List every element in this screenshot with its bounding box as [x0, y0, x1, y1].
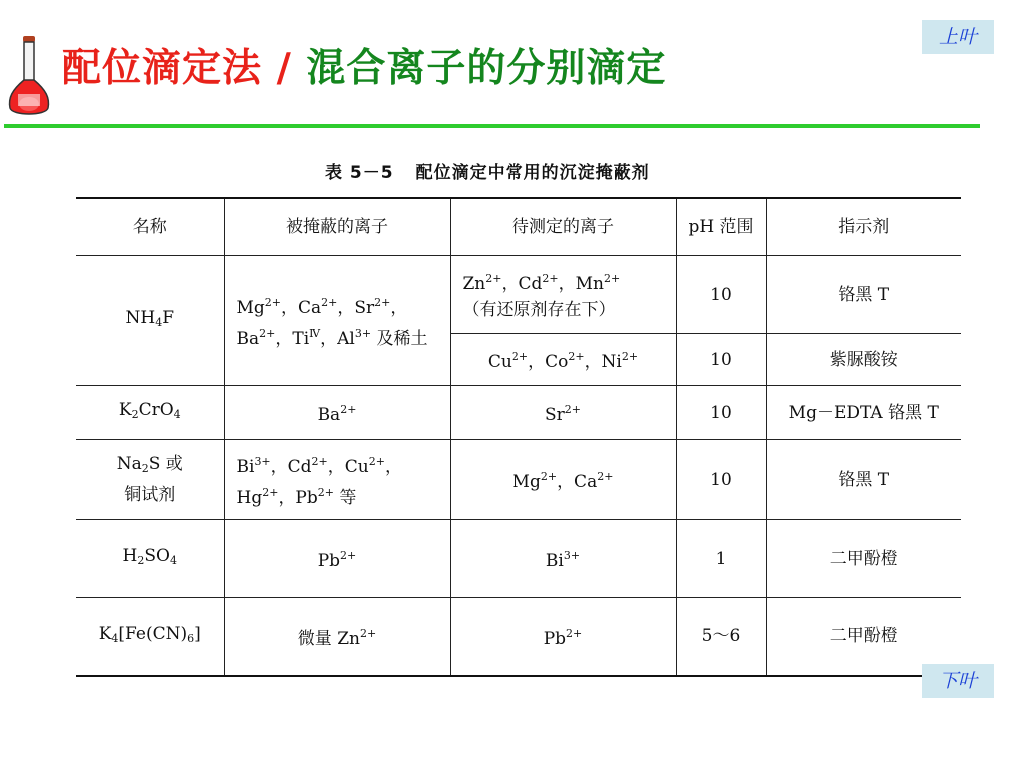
prev-slide-button[interactable]: 上叶 [922, 20, 994, 54]
indicator-h2so4: 二甲酚橙 [766, 520, 961, 598]
agent-k2cro4: $K_2CrO_4$ [76, 386, 224, 440]
indicator-k2cro4: Mg－EDTA 铬黑 T [766, 386, 961, 440]
table-caption-text: 配位滴定中常用的沉淀掩蔽剂 [415, 163, 650, 183]
next-slide-button[interactable]: 下叶 [922, 664, 994, 698]
table-row [76, 386, 961, 440]
header-masked-ions: 被掩蔽的离子 [224, 198, 450, 256]
table-row [76, 520, 961, 598]
indicator-k4fecn6: 二甲酚橙 [766, 598, 961, 676]
target-ions-h2so4: $Bi^{3+}$ [450, 520, 676, 598]
table-row [76, 598, 961, 676]
agent-h2so4: $H_2SO_4$ [76, 520, 224, 598]
target-ions-k2cro4: $Sr^{2+}$ [450, 386, 676, 440]
table-header-row [76, 198, 961, 256]
masked-ions-k2cro4: $Ba^{2+}$ [224, 386, 450, 440]
masked-ions-nh4f: $Mg^{2+}$，$Ca^{2+}$，$Sr^{2+}$， $Ba^{2+}$，$Ti^Ⅳ$，$Al^{3+}$ 及稀土 [224, 256, 450, 386]
title-part-1: 配位滴定法 [62, 46, 263, 91]
table-caption [325, 158, 650, 183]
ph-nh4f-1: 10 [676, 256, 766, 334]
target-ions-k4fecn6: $Pb^{2+}$ [450, 598, 676, 676]
masked-ions-na2s: $Bi^{3+}$，$Cd^{2+}$，$Cu^{2+}$， $Hg^{2+}$，$Pb^{2+}$ 等 [224, 440, 450, 520]
masked-ions-k4fecn6: 微量 $Zn^{2+}$ [224, 598, 450, 676]
target-ions-na2s: $Mg^{2+}$，$Ca^{2+}$ [450, 440, 676, 520]
target-ions-nh4f-1: $Zn^{2+}$，$Cd^{2+}$，$Mn^{2+}$ （有还原剂存在下） [450, 256, 676, 334]
agent-k4fecn6: $K_4[Fe(CN)_6]$ [76, 598, 224, 676]
slide-title [62, 44, 666, 94]
ph-nh4f-2: 10 [676, 334, 766, 386]
header-indicator: 指示剂 [766, 198, 961, 256]
table-row [76, 440, 961, 520]
ph-k2cro4: 10 [676, 386, 766, 440]
agent-nh4f: $NH_4F$ [76, 256, 224, 386]
indicator-nh4f-2: 紫脲酸铵 [766, 334, 961, 386]
agent-na2s: $Na_2S$ 或 铜试剂 [76, 440, 224, 520]
masking-agent-table [76, 197, 961, 677]
indicator-nh4f-1: 铬黑 T [766, 256, 961, 334]
masked-ions-h2so4: $Pb^{2+}$ [224, 520, 450, 598]
title-part-2: 混合离子的分别滴定 [306, 46, 667, 91]
ph-h2so4: 1 [676, 520, 766, 598]
header-target-ions: 待测定的离子 [450, 198, 676, 256]
target-ions-nh4f-2: $Cu^{2+}$，$Co^{2+}$，$Ni^{2+}$ [450, 334, 676, 386]
indicator-na2s: 铬黑 T [766, 440, 961, 520]
header-name: 名称 [76, 198, 224, 256]
table-row [76, 256, 961, 334]
volumetric-flask-icon [4, 34, 54, 120]
title-rule [4, 124, 980, 128]
ph-k4fecn6: 5～6 [676, 598, 766, 676]
ph-na2s: 10 [676, 440, 766, 520]
table-number: 表 5－5 [325, 163, 394, 183]
title-separator: / [276, 46, 292, 91]
header-ph-range: pH 范围 [676, 198, 766, 256]
